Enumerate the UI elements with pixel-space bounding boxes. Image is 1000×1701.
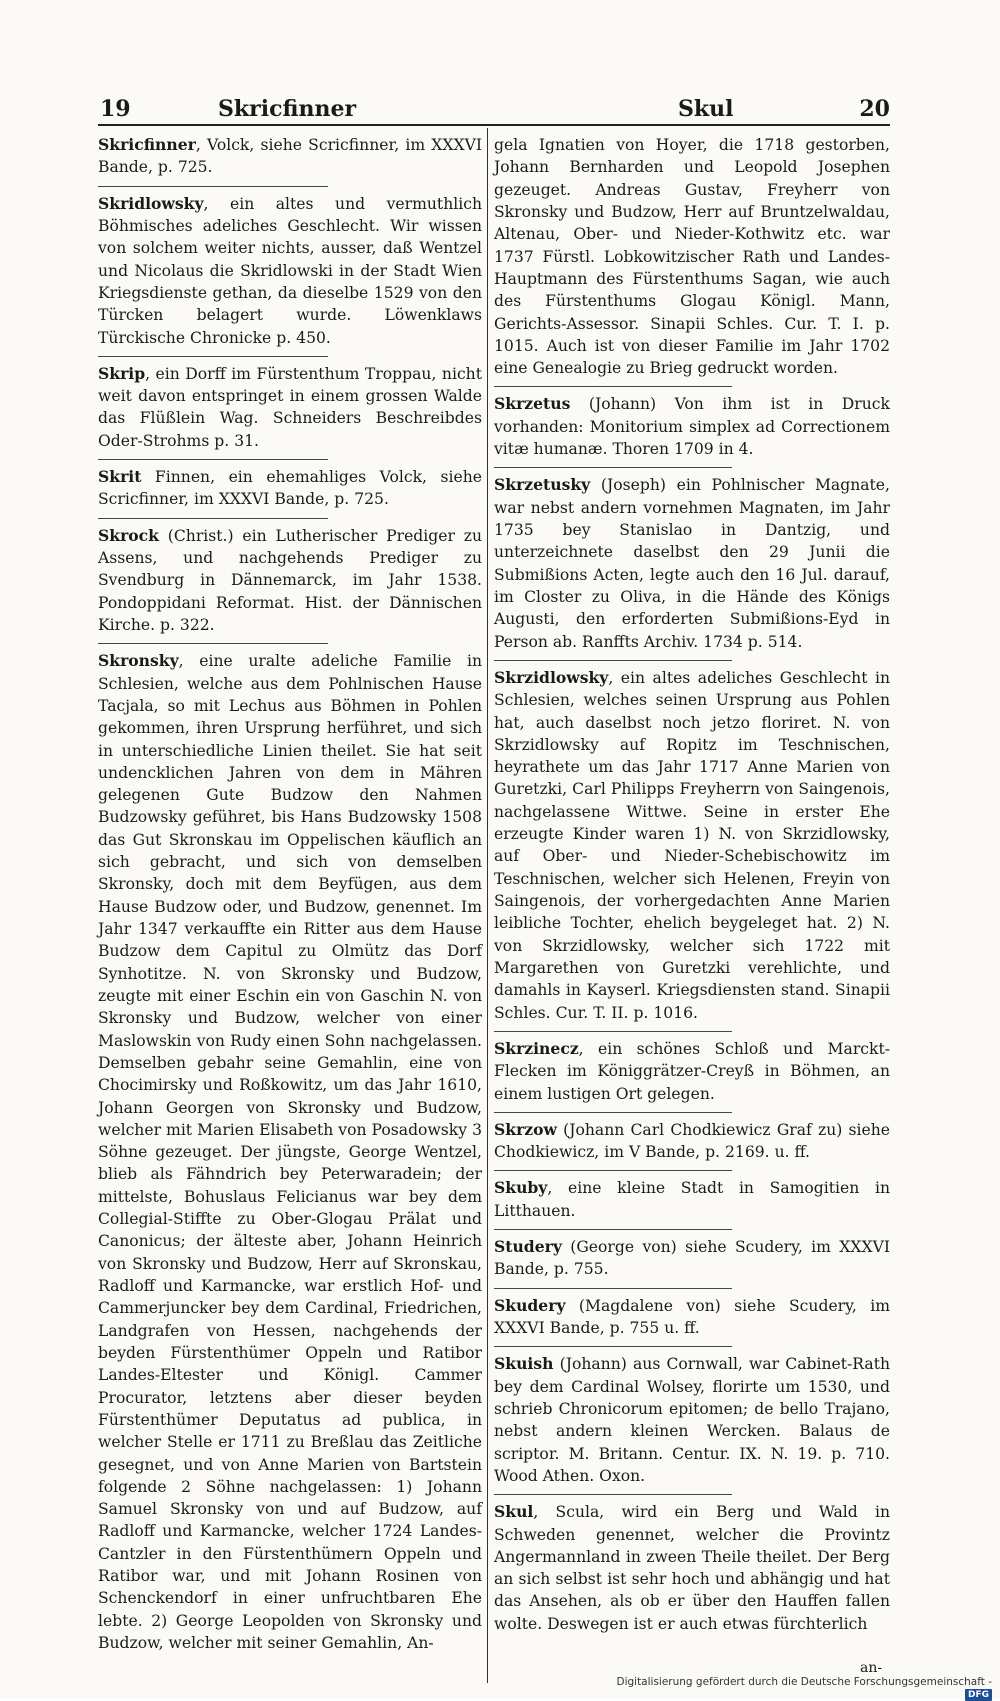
entry-headword: Skridlowsky [98, 193, 204, 213]
entry-separator [494, 467, 732, 468]
right-column [494, 134, 890, 1642]
page-number-left: 19 [100, 96, 131, 122]
digitization-footer [600, 1676, 992, 1700]
catchword: an- [860, 1660, 883, 1676]
entry-separator [98, 356, 328, 357]
entry-separator [98, 186, 328, 187]
dictionary-entry: Skuish (Johann) aus Cornwall, war Cabinet-Rath bey dem Cardinal Wolsey, florirte um 1530, und schrieb Chronicorum epitomen; de bello Trajano, nebst andern kleinen Wercken. Balaus de scriptor. M. Britann. Centur. IX. N. 19. p. 710. Wood Athen. Oxon. [494, 1354, 890, 1485]
running-headword-right: Skul [678, 96, 734, 122]
dfg-logo: DFG [965, 1689, 992, 1701]
entry-separator [98, 643, 328, 644]
dictionary-entry: Skrzow (Johann Carl Chodkiewicz Graf zu) siehe Chodkiewicz, im V Bande, p. 2169. u. ff. [494, 1119, 890, 1162]
entry-headword: Skul [494, 1502, 534, 1522]
entry-headword: Skricfinner [98, 135, 196, 154]
dictionary-entry: Skrit Finnen, ein ehemahliges Volck, siehe Scricfinner, im XXXVI Bande, p. 725. [98, 467, 482, 509]
dictionary-entry: Skricfinner, Volck, siehe Scricfinner, im XXXVI Bande, p. 725. [98, 135, 482, 177]
entry-headword: Skrzetusky [494, 475, 591, 495]
dictionary-entry: Skridlowsky, ein altes und vermuthlich Böhmisches adeliches Geschlecht. Wir wissen von solchem weiter nichts, ausser, daß Wentzel und Nicolaus die Skridlowski in der Stadt Wien Kriegsdienste gethan, da dieselbe 1529 von den Türcken belagert wurde. Löwenklaws Türckische Chronicke p. 450. [98, 193, 482, 347]
entry-separator [494, 1346, 732, 1347]
entry-headword: Skudery [494, 1295, 566, 1315]
running-headword-left: Skricfinner [218, 96, 357, 122]
entry-headword: Skrzetus [494, 394, 571, 414]
entry-separator [494, 1112, 732, 1113]
footer-text: Digitalisierung gefördert durch die Deutsche Forschungsgemeinschaft - [616, 1676, 992, 1688]
entry-separator [494, 1288, 732, 1289]
entry-headword: Skrzidlowsky [494, 667, 609, 687]
dictionary-entry: Skudery (Magdalene von) siehe Scudery, im XXXVI Bande, p. 755 u. ff. [494, 1295, 890, 1337]
dictionary-entry: gela Ignatien von Hoyer, die 1718 gestorben, Johann Bernharden und Leopold Josephen gezeuget. Andreas Gustav, Freyherr von Skronsky und Budzow, Herr auf Bruntzelwaldau, Altenau, Ober- und Nieder-Kothwitz etc. war 1737 Fürstl. Lobkowitzischer Rath und Landes-Hauptmann des Fürstenthums Sagan, wie auch des Fürstenthums Glogau Königl. Mann, Gerichts-Assessor. Sinapii Schles. Cur. T. I. p. 1015. Auch ist von dieser Familie im Jahr 1702 eine Genealogie zu Brieg gedruckt worden. [494, 136, 890, 378]
entry-separator [494, 660, 732, 661]
entry-headword: Skrzinecz [494, 1038, 579, 1058]
entry-separator [494, 1170, 732, 1171]
dictionary-entry: Skronsky, eine uralte adeliche Familie in Schlesien, welche aus dem Pohlnischen Hause Tacjala, so mit Lechus aus Böhmen in Pohlen gekommen, ihren Ursprung herführet, und sich in unterschiedliche Linien theilet. Sie hat seit undencklichen Jahren von dem in Mähren gelegenen Gute Budzow den Nahmen Budzowsky geführet, bis Hans Budzowsky 1508 das Gut Skronskau im Oppelischen käuflich an sich gebracht, und sich von demselben Skronsky, doch mit dem Beyfügen, aus dem Hause Budzow oder, und Budzow, genennet. Im Jahr 1347 verkauffte ein Ritter aus dem Hause Budzow dem Capitul zu Olmütz das Dorf Synhotitze. N. von Skronsky und Budzow, zeugte mit einer Eschin ein von Gaschin N. von Skronsky und Budzow, welcher von einer Maslowskin von Rudy einen Sohn nachgelassen. Demselben gebahr seine Gemahlin, eine von Chocimirsky und Roßkowitz, um das Jahr 1610, Johann Georgen von Skronsky und Budzow, welcher mit Marien Elisabeth von Posadowsky 3 Söhne gezeuget. Der jüngste, George Wentzel, blieb als Fähndrich bey Peterwaradein; der mittelste, Bohuslaus Felicianus war bey dem Collegial-Stiffte zu Ober-Glogau Prälat und Canonicus; der älteste aber, Johann Heinrich von Skronsky und Budzow, Herr auf Skronskau, Radloff und Karmancke, war erstlich Hof- und Cammerjuncker bey dem Cardinal, Friedrichen, Landgrafen von Hessen, nachgehends der beyden Fürstenthümer Oppeln und Ratibor Landes-Eltester und Königl. Cammer Procurator, letztens aber dieser beyden Fürstenthümer Deputatus ad publica, in welcher Stelle er 1711 zu Breßlau das Zeitliche gesegnet, und von Anne Marien von Bartstein folgende 2 Söhne nachgelassen: 1) Johann Samuel Skronsky von und auf Budzow, auf Radloff und Karmancke, welcher 1724 Landes-Cantzler in den Fürstenthümern Oppeln und Ratibor war, und mit Johann Rosinen von Schenckendorf in einer unfruchtbaren Ehe lebte. 2) George Leopolden von Skronsky und Budzow, welcher mit seiner Gemahlin, An- [98, 651, 482, 1652]
entry-headword: Skrock [98, 525, 159, 545]
entry-headword: Skuish [494, 1354, 554, 1374]
dictionary-entry: Skuby, eine kleine Stadt in Samogitien in Litthauen. [494, 1178, 890, 1220]
dictionary-entry: Skul, Scula, wird ein Berg und Wald in Schweden genennet, welcher die Provintz Angermannland in zween Theile theilet. Der Berg an sich selbst ist sehr hoch und abhängig und hat das Ansehen, als ob er über den Hauffen fallen wolte. Deswegen ist er auch etwas fürchterlich [494, 1502, 890, 1633]
running-header [100, 94, 890, 126]
dictionary-entry: Skrzidlowsky, ein altes adeliches Geschlecht in Schlesien, welches seinen Ursprung aus Pohlen hat, auch daselbst noch jetzo floriret. N. von Skrzidlowsky auf Ropitz im Teschnischen, heyrathete um das Jahr 1717 Anne Marien von Guretzki, Carl Philipps Freyherrn von Saingenois, nachgelassene Wittwe. Seine in erster Ehe erzeugte Kinder waren 1) N. von Skrzidlowsky, auf Ober- und Nieder-Schebischowitz im Teschnischen, welcher sich Helenen, Freyin von Saingenois, der vorhergedachten Anne Marien leibliche Tochter, ehelich beygeleget hat. 2) N. von Skrzidlowsky, welcher sich 1722 mit Margarethen von Guretzki verehlichte, und damahls in Kayserl. Kriegsdiensten stand. Sinapii Schles. Cur. T. II. p. 1016. [494, 667, 890, 1022]
dictionary-entry: Skrip, ein Dorff im Fürstenthum Troppau, nicht weit davon entspringet in einem grossen Walde das Flüßlein Wag. Schneiders Beschreibdes Oder-Strohms p. 31. [98, 363, 482, 450]
dictionary-entry: Skrzetus (Johann) Von ihm ist in Druck vorhanden: Monitorium simplex ad Correctionem vitæ humanæ. Thoren 1709 in 4. [494, 394, 890, 459]
entry-headword: Studery [494, 1237, 562, 1257]
column-divider [487, 128, 488, 1683]
entry-headword: Skrit [98, 467, 142, 487]
dictionary-entry: Studery (George von) siehe Scudery, im XXXVI Bande, p. 755. [494, 1237, 890, 1279]
entry-separator [98, 459, 328, 460]
page-number-right: 20 [859, 96, 890, 122]
entry-headword: Skrzow [494, 1119, 557, 1139]
entry-headword: Skrip [98, 363, 146, 383]
entry-headword: Skronsky [98, 651, 179, 671]
entry-separator [494, 1494, 732, 1495]
dictionary-entry: Skrzinecz, ein schönes Schloß und Marckt-Flecken im Königgrätzer-Creyß in Böhmen, an einem lustigen Ort gelegen. [494, 1038, 890, 1103]
entry-separator [494, 1031, 732, 1032]
header-rule [98, 124, 890, 126]
entry-separator [98, 518, 328, 519]
dictionary-entry: Skrzetusky (Joseph) ein Pohlnischer Magnate, war nebst andern vornehmen Magnaten, im Jahr 1735 bey Stanislao in Dantzig, und unterzeichnete daselbst den 29 Junii die Submißions Acten, legte auch den 16 Jul. darauf, im Closter zu Oliva, in die Hände des Königs Augusti, den erforderten Submißions-Eyd in Person ab. Ranffts Archiv. 1734 p. 514. [494, 475, 890, 651]
left-column [98, 134, 482, 1661]
entry-separator [494, 386, 732, 387]
dictionary-entry: Skrock (Christ.) ein Lutherischer Prediger zu Assens, und nachgehends Prediger zu Svendburg in Dännemarck, im Jahr 1538. Pondoppidani Reformat. Hist. der Dännischen Kirche. p. 322. [98, 525, 482, 634]
entry-headword: Skuby [494, 1178, 548, 1198]
entry-separator [494, 1229, 732, 1230]
